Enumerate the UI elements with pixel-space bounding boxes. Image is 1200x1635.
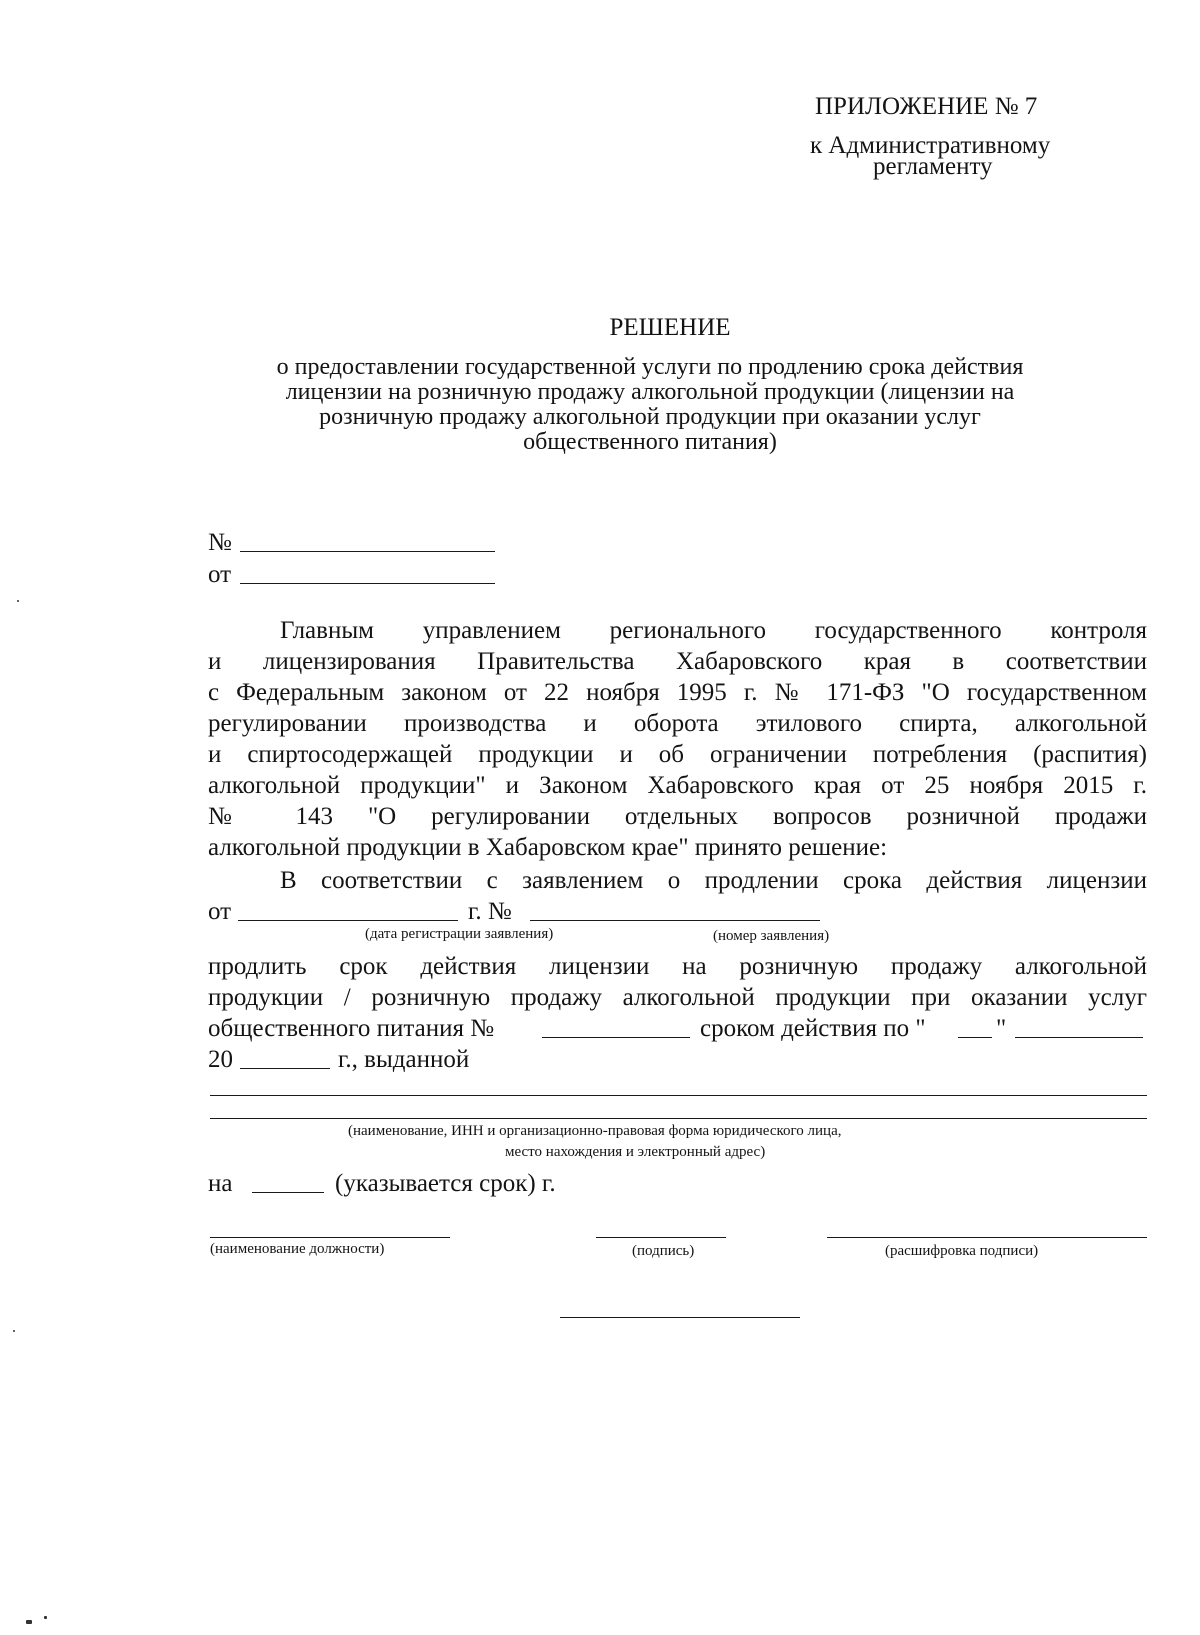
term-prefix: на [208, 1170, 233, 1197]
signature-position-caption: (наименование должности) [210, 1241, 385, 1257]
appendix-title: ПРИЛОЖЕНИЕ № 7 [815, 93, 1038, 120]
license-number-blank [542, 1037, 690, 1038]
bottom-rule [560, 1317, 800, 1318]
extend-line-1: продлить срок действия лицензии на розничную продажу алкогольной [208, 953, 1147, 980]
caption-entity-line-2: место нахождения и электронный адрес) [505, 1144, 766, 1160]
signature-caption: (подпись) [632, 1243, 695, 1259]
caption-application-date: (дата регистрации заявления) [365, 926, 554, 942]
scan-speck [26, 1620, 32, 1624]
year-blank [240, 1068, 330, 1069]
month-blank [1015, 1037, 1143, 1038]
term-text: (указывается срок) г. [335, 1170, 556, 1197]
quote-close: " [996, 1015, 1007, 1042]
para1-line-6: алкогольной продукции" и Законом Хабаровского края от 25 ноября 2015 г. [208, 772, 1147, 799]
entity-blank-line-1 [210, 1095, 1147, 1096]
day-blank [958, 1037, 992, 1038]
scan-speck [17, 600, 19, 602]
issued-label: г., выданной [338, 1046, 470, 1073]
para1-line-7: № 143 "О регулировании отдельных вопросов розничной продажи [208, 803, 1147, 830]
catering-license-label: общественного питания № [208, 1015, 495, 1042]
para1-line-8: алкогольной продукции в Хабаровском крае" принято решение: [208, 834, 888, 861]
caption-entity-line-1: (наименование, ИНН и организационно-правовая форма юридического лица, [348, 1123, 842, 1139]
document-title: РЕШЕНИЕ [609, 314, 731, 341]
appendix-line-2: регламенту [873, 153, 993, 180]
para1-line-2: и лицензирования Правительства Хабаровского края в соответствии [208, 648, 1147, 675]
date-blank-line [240, 583, 495, 584]
extend-line-2: продукции / розничную продажу алкогольной продукции при оказании услуг [208, 984, 1147, 1011]
subtitle-line-2: лицензии на розничную продажу алкогольной продукции (лицензии на [285, 379, 1015, 405]
date-label: от [208, 561, 232, 588]
term-blank [252, 1192, 324, 1193]
year-prefix: 20 [208, 1046, 233, 1073]
appendix-line-1: к Административному [810, 132, 1051, 159]
signature-decode-line [827, 1237, 1147, 1238]
number-label: № [208, 529, 232, 556]
application-from-label: от [208, 898, 232, 925]
signature-line [596, 1237, 726, 1238]
number-blank-line [240, 551, 495, 552]
subtitle-line-1: о предоставлении государственной услуги по продлению срока действия [276, 354, 1024, 380]
para2-line-1: В соответствии с заявлением о продлении срока действия лицензии [280, 867, 1147, 894]
caption-application-number: (номер заявления) [713, 928, 830, 944]
scan-speck [13, 1330, 15, 1332]
para1-line-1: Главным управлением регионального государственного контроля [280, 617, 1147, 644]
valid-until-label: сроком действия по " [700, 1015, 926, 1042]
para1-line-3: с Федеральным законом от 22 ноября 1995 г. № 171-ФЗ "О государственном [208, 679, 1147, 706]
scan-speck [44, 1616, 47, 1619]
entity-blank-line-2 [210, 1118, 1147, 1119]
application-number-label: г. № [468, 898, 512, 925]
subtitle-line-4: общественного питания) [523, 429, 777, 455]
para1-line-5: и спиртосодержащей продукции и об ограничении потребления (распития) [208, 741, 1147, 768]
signature-decode-caption: (расшифровка подписи) [885, 1243, 1039, 1259]
application-number-blank [530, 920, 820, 921]
application-date-blank [238, 920, 458, 921]
position-line [210, 1237, 450, 1238]
subtitle-line-3: розничную продажу алкогольной продукции при оказании услуг [319, 404, 981, 430]
para1-line-4: регулировании производства и оборота этилового спирта, алкогольной [208, 710, 1147, 737]
